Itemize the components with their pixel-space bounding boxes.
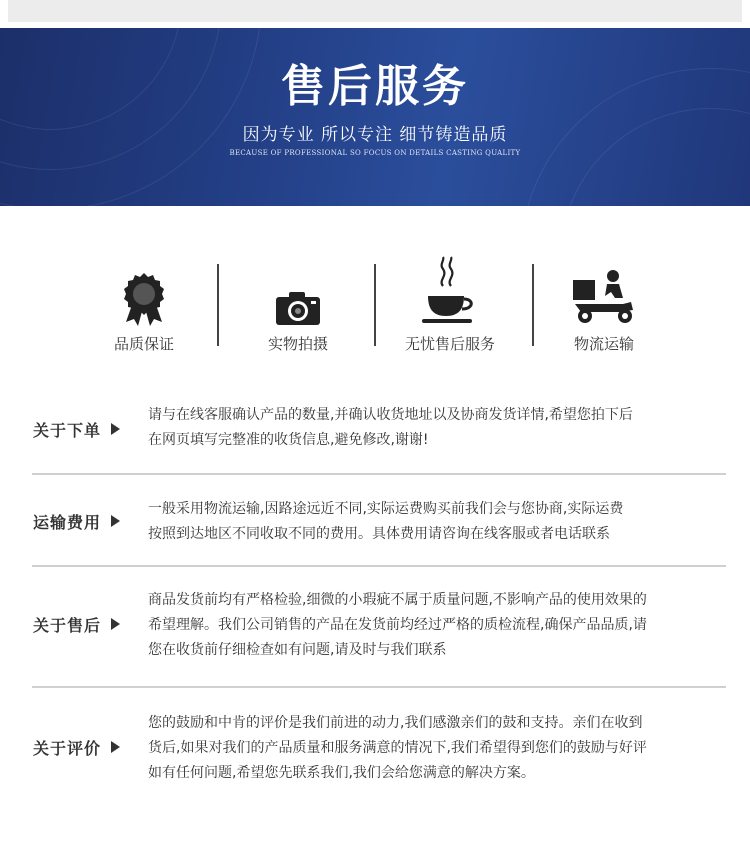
section-label: 关于评价 xyxy=(33,736,120,759)
feature-logistics xyxy=(526,256,682,354)
feature-service xyxy=(372,256,528,354)
section-label: 关于下单 xyxy=(33,418,120,441)
feature-label: 物流运输 xyxy=(573,335,634,353)
feature-label: 品质保证 xyxy=(113,335,174,353)
section-text: 请与在线客服确认产品的数量,并确认收货地址以及协商发货详情,希望您拍下后 在网页填写完整准的收货信息,避免修改,谢谢! xyxy=(148,407,633,448)
delivery-scooter-icon xyxy=(571,268,637,326)
banner xyxy=(0,28,750,206)
section-text: 一般采用物流运输,因路途远近不同,实际运费购买前我们会与您协商,实际运费 按照到达地区不同收取不同的费用。具体费用请咨询在线客服或者电话联系 xyxy=(148,501,624,542)
section-label: 关于售后 xyxy=(33,613,120,636)
section-divider xyxy=(32,565,726,567)
coffee-cup-icon xyxy=(420,256,480,326)
arrow-right-icon xyxy=(111,515,120,527)
top-gray-bar xyxy=(8,0,742,22)
section-divider xyxy=(32,686,726,688)
feature-label: 实物拍摄 xyxy=(267,335,328,353)
award-badge-icon xyxy=(121,272,167,326)
feature-label: 无忧售后服务 xyxy=(404,335,495,353)
feature-quality xyxy=(66,256,222,354)
feature-strip xyxy=(0,206,750,396)
banner-subtitle-en: BECAUSE OF PROFESSIONAL SO FOCUS ON DETAILS CASTING QUALITY xyxy=(229,149,521,157)
arrow-right-icon xyxy=(111,618,120,630)
section-text: 您的鼓励和中肯的评价是我们前进的动力,我们感激亲们的鼓和支持。亲们在收到 货后,如果对我们的产品质量和服务满意的情况下,我们希望得到您们的鼓励与好评 如有任何问题,希望您先联系我们,我们会给您满意的解决方案。 xyxy=(148,715,647,781)
arrow-right-icon xyxy=(111,423,120,435)
section-label: 运输费用 xyxy=(33,510,120,533)
section-divider xyxy=(32,473,726,475)
camera-icon xyxy=(275,290,321,326)
banner-title: 售后服务 xyxy=(281,61,469,112)
section-text: 商品发货前均有严格检验,细微的小瑕疵不属于质量问题,不影响产品的使用效果的 希望理解。我们公司销售的产品在发货前均经过严格的质检流程,确保产品品质,请 您在收货前仔细检查如有问题,请及时与我们联系 xyxy=(148,592,647,658)
feature-photo xyxy=(220,256,376,354)
top-strip xyxy=(0,0,750,28)
arrow-right-icon xyxy=(111,741,120,753)
feature-divider xyxy=(217,264,219,346)
banner-subtitle: 因为专业 所以专注 细节铸造品质 xyxy=(242,125,508,145)
